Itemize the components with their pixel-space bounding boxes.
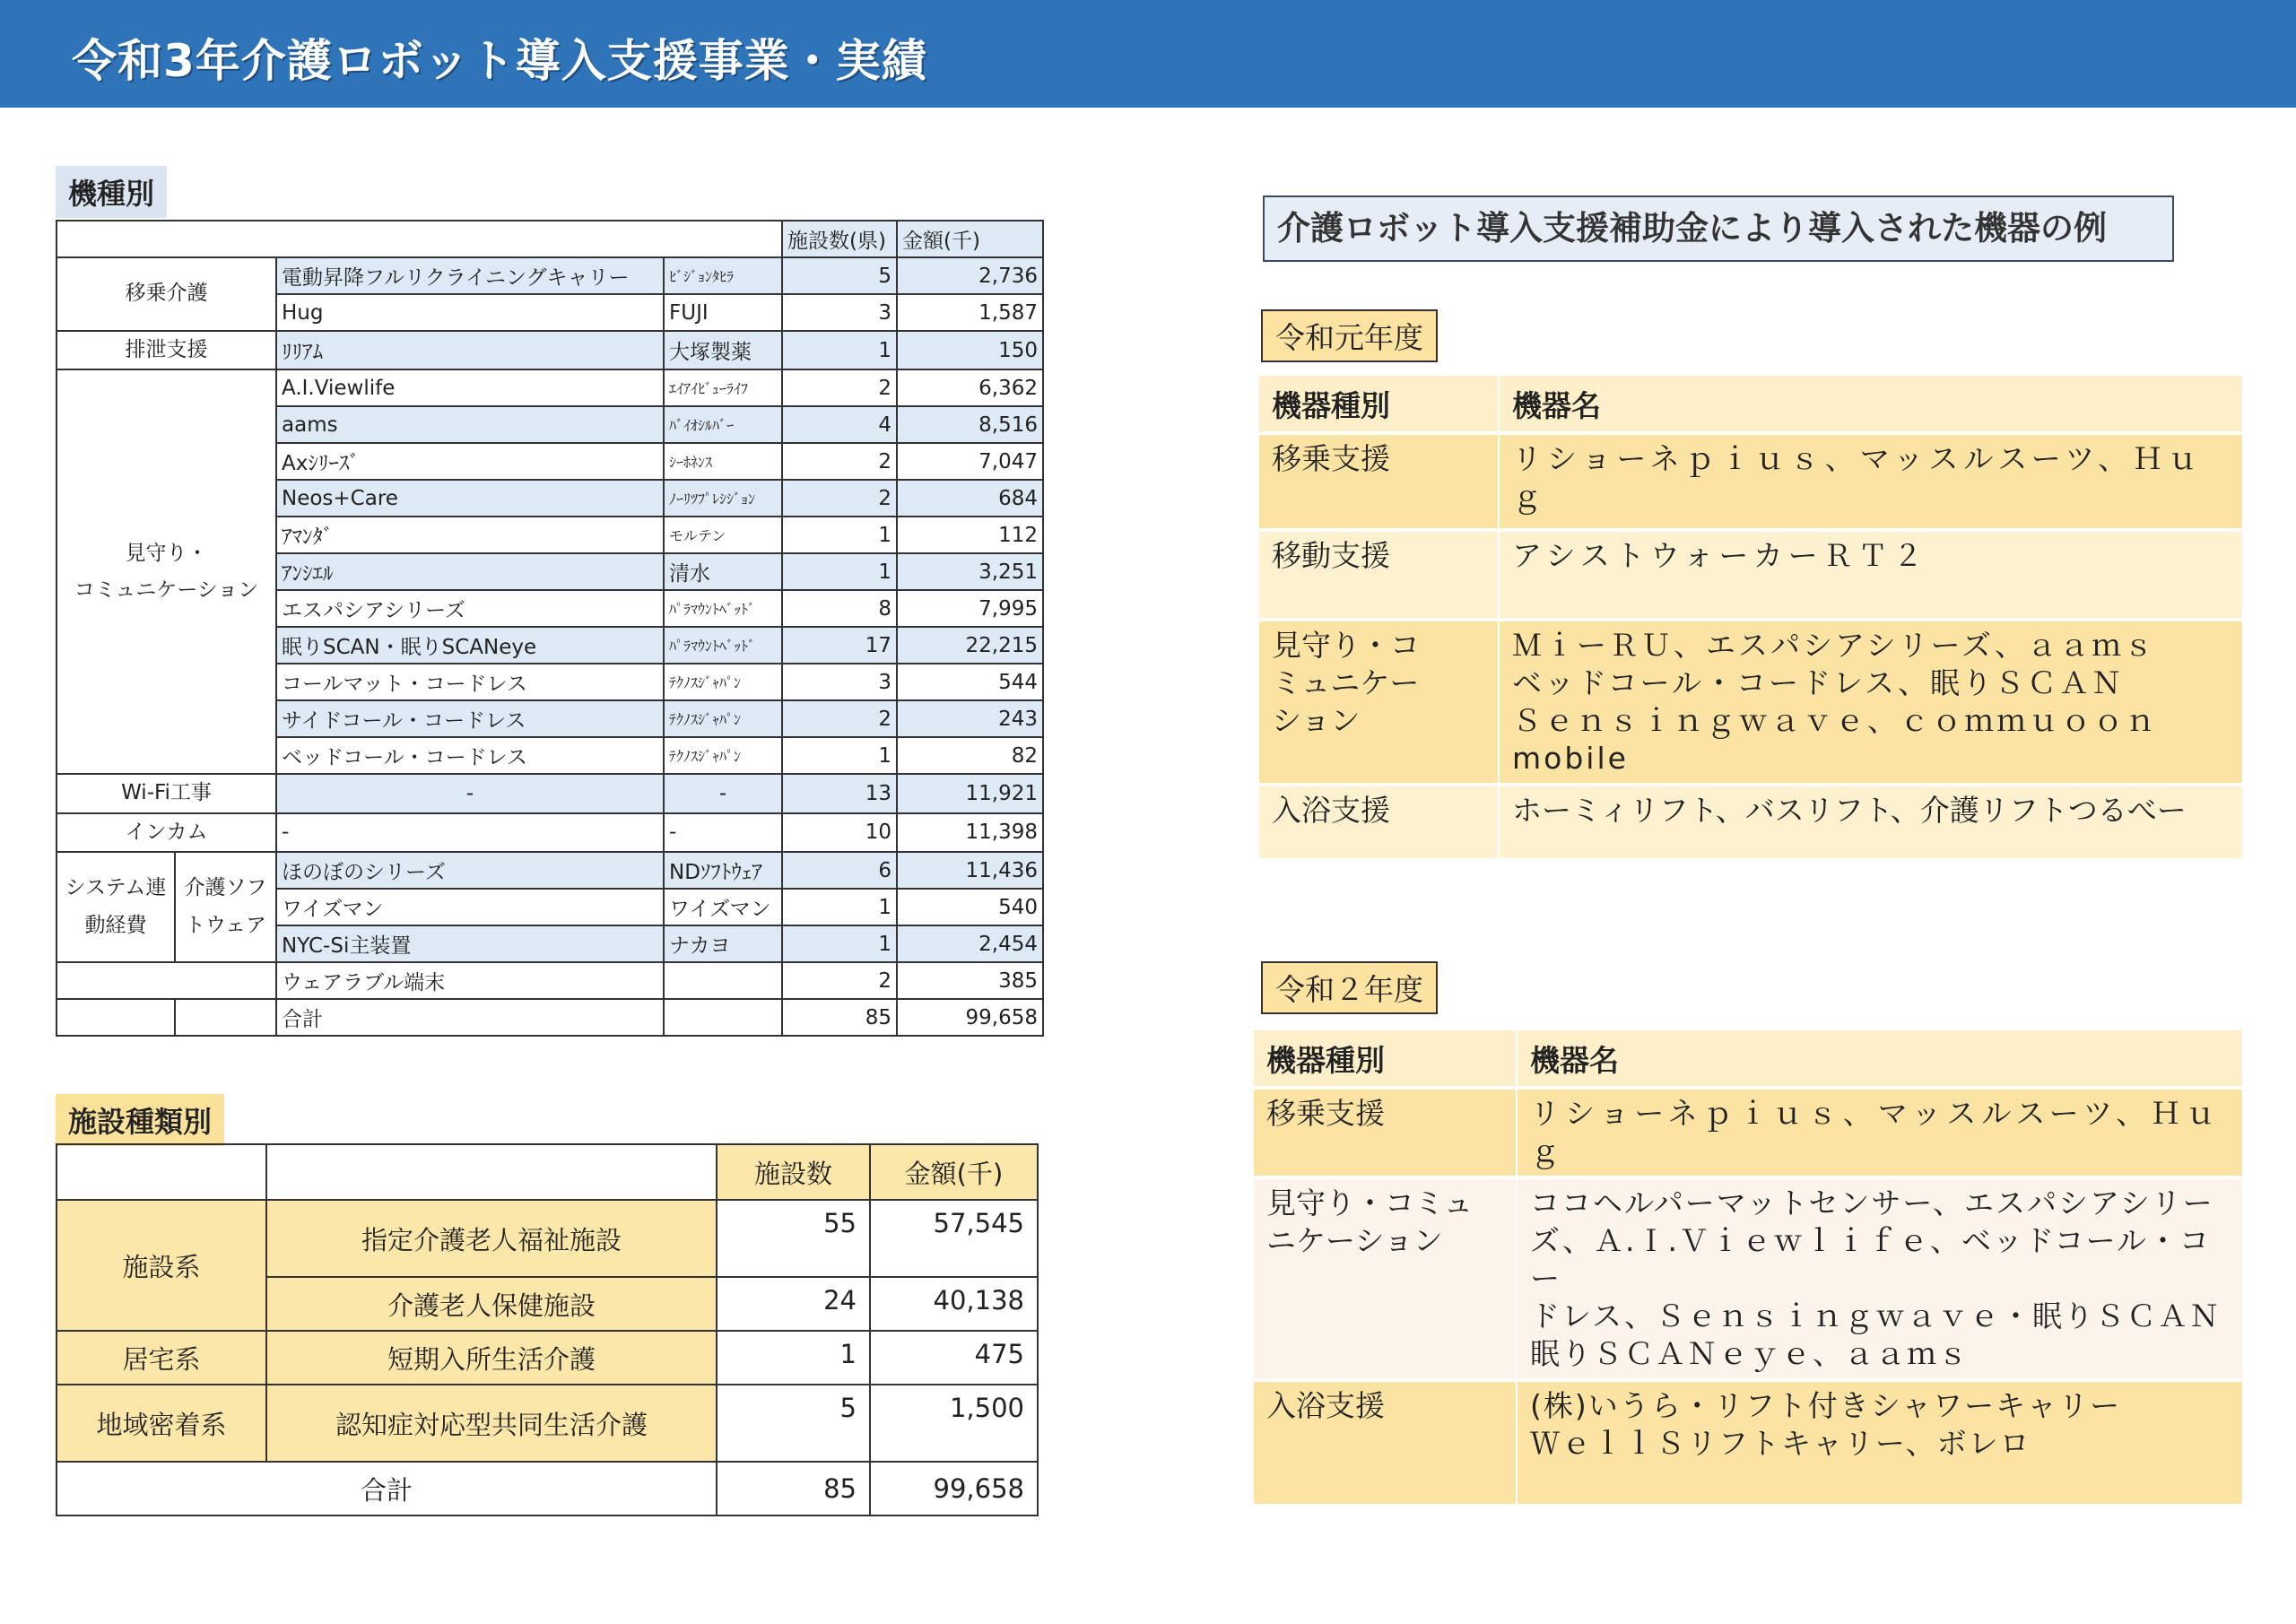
col-header-name: 機器名 xyxy=(1512,387,1601,423)
amount: 11,436 xyxy=(897,852,1043,889)
total-amount: 99,658 xyxy=(897,999,1043,1036)
amount: 22,215 xyxy=(897,627,1043,664)
facility-count: 3 xyxy=(782,294,897,331)
device-name: ほのぼのシリーズ xyxy=(276,852,664,889)
empty-cell xyxy=(266,1144,717,1200)
maker-name: ﾋﾞｼﾞｮﾝﾀﾋﾗ xyxy=(664,257,782,294)
amount: 243 xyxy=(897,700,1043,737)
facility-count: 13 xyxy=(782,774,897,812)
amount: 11,398 xyxy=(897,813,1043,852)
col-header-amount: 金額(千) xyxy=(897,221,1043,257)
facility-count: 2 xyxy=(782,700,897,737)
kishu-table xyxy=(56,220,1044,1037)
category-mimamori: 見守り・ コミュニケーション xyxy=(57,369,276,774)
device-type: 移乗支援 xyxy=(1259,435,1500,528)
facility-count: 1 xyxy=(782,737,897,774)
maker-name: モルテン xyxy=(664,517,782,553)
device-name: - xyxy=(276,813,664,852)
table-row xyxy=(57,331,1043,369)
facility-name: 指定介護老人福祉施設 xyxy=(266,1200,717,1277)
maker-name: ワイズマン xyxy=(664,889,782,925)
maker-name: NDｿﾌﾄｳｪｱ xyxy=(664,852,782,889)
section-label-kishu: 機種別 xyxy=(56,166,167,218)
facility-amount: 1,500 xyxy=(870,1385,1038,1462)
year-tag-r2: 令和２年度 xyxy=(1261,961,1438,1014)
device-type: 入浴支援 xyxy=(1254,1382,1518,1504)
facility-count: 1 xyxy=(782,553,897,590)
col-header-count: 施設数 xyxy=(717,1144,870,1200)
facility-count: 17 xyxy=(782,627,897,664)
section-label-shisetsu: 施設種類別 xyxy=(56,1094,224,1146)
total-amount: 99,658 xyxy=(870,1462,1038,1515)
total-label: 合計 xyxy=(276,999,664,1036)
devices-table-r1 xyxy=(1259,372,2242,862)
amount: 112 xyxy=(897,517,1043,553)
shisetsu-table xyxy=(56,1143,1039,1516)
device-name: Axｼﾘｰｽﾞ xyxy=(276,443,664,480)
empty-cell xyxy=(664,999,782,1036)
facility-count: 1 xyxy=(782,925,897,962)
device-name: NYC-Si主装置 xyxy=(276,925,664,962)
device-name: 電動昇降フルリクライニングキャリー xyxy=(276,257,664,294)
amount: 7,047 xyxy=(897,443,1043,480)
amount: 385 xyxy=(897,962,1043,999)
col-header-name: 機器名 xyxy=(1530,1042,1619,1078)
col-header-count: 施設数(県) xyxy=(782,221,897,257)
device-name: ｱﾝｼｴﾙ xyxy=(276,553,664,590)
amount: 150 xyxy=(897,331,1043,369)
maker-name: ﾃｸﾉｽｼﾞｬﾊﾟﾝ xyxy=(664,737,782,774)
empty-cell xyxy=(57,962,276,999)
amount: 3,251 xyxy=(897,553,1043,590)
maker-name: ﾊﾟﾗﾏｳﾝﾄﾍﾞｯﾄﾞ xyxy=(664,590,782,627)
col-header-type: 機器種別 xyxy=(1259,376,1500,431)
col-header-type: 機器種別 xyxy=(1254,1030,1518,1086)
facility-count: 24 xyxy=(717,1277,870,1331)
device-type: 移乗支援 xyxy=(1254,1090,1518,1176)
amount: 544 xyxy=(897,664,1043,700)
device-name: エスパシアシリーズ xyxy=(276,590,664,627)
maker-name: ｴｲｱｲﾋﾞｭｰﾗｲﾌ xyxy=(664,369,782,406)
empty-header-cell xyxy=(57,221,782,257)
category-wifi: Wi-Fi工事 xyxy=(57,774,276,812)
facility-count: 2 xyxy=(782,443,897,480)
empty-cell xyxy=(175,999,276,1036)
category-haisetsu: 排泄支援 xyxy=(57,331,276,369)
group-shisetsu: 施設系 xyxy=(57,1200,266,1331)
maker-name: FUJI xyxy=(664,294,782,331)
device-name: Hug xyxy=(276,294,664,331)
table-row xyxy=(57,774,1043,812)
maker-name: - xyxy=(664,774,782,812)
maker-name: - xyxy=(664,813,782,852)
device-name: ウェアラブル端末 xyxy=(276,962,664,999)
table-row xyxy=(57,962,1043,999)
facility-name: 短期入所生活介護 xyxy=(266,1331,717,1385)
device-name: ベッドコール・コードレス xyxy=(276,737,664,774)
empty-cell xyxy=(57,999,175,1036)
device-names: アシストウォーカーＲＴ２ xyxy=(1512,538,1928,573)
facility-count: 10 xyxy=(782,813,897,852)
facility-count: 5 xyxy=(782,257,897,294)
device-type: 移動支援 xyxy=(1259,532,1500,618)
empty-cell xyxy=(57,1144,266,1200)
facility-count: 4 xyxy=(782,406,897,443)
group-kyotaku: 居宅系 xyxy=(57,1331,266,1385)
facility-count: 2 xyxy=(782,369,897,406)
maker-name: ﾉｰﾘﾂﾌﾟﾚｼｼﾞｮﾝ xyxy=(664,480,782,517)
category-kaigo-soft: 介護ソフ トウェア xyxy=(175,852,276,962)
facility-count: 8 xyxy=(782,590,897,627)
maker-name xyxy=(664,962,782,999)
table-row xyxy=(57,813,1043,852)
facility-count: 2 xyxy=(782,480,897,517)
facility-count: 55 xyxy=(717,1200,870,1277)
facility-amount: 57,545 xyxy=(870,1200,1038,1277)
amount: 2,736 xyxy=(897,257,1043,294)
device-names: (株)いうら・リフト付きシャワーキャリー ＷｅｌｌＳリフトキャリー、ボレロ xyxy=(1530,1388,2122,1461)
page-title: 令和3年介護ロボット導入支援事業・実績 xyxy=(72,35,927,87)
amount: 1,587 xyxy=(897,294,1043,331)
group-chiiki: 地域密着系 xyxy=(57,1385,266,1462)
total-count: 85 xyxy=(717,1462,870,1515)
facility-count: 1 xyxy=(717,1331,870,1385)
table-row xyxy=(57,257,1043,294)
device-name: ｱﾏﾝﾀﾞ xyxy=(276,517,664,553)
device-type: 見守り・コミュ ニケーション xyxy=(1254,1179,1518,1378)
amount: 82 xyxy=(897,737,1043,774)
header-banner xyxy=(0,0,2296,108)
total-count: 85 xyxy=(782,999,897,1036)
year-tag-r1: 令和元年度 xyxy=(1261,309,1438,362)
total-label: 合計 xyxy=(57,1462,717,1515)
table-row xyxy=(57,852,1043,889)
col-header-amount: 金額(千) xyxy=(870,1144,1038,1200)
device-type: 入浴支援 xyxy=(1259,786,1500,858)
device-name: コールマット・コードレス xyxy=(276,664,664,700)
facility-name: 認知症対応型共同生活介護 xyxy=(266,1385,717,1462)
facility-count: 3 xyxy=(782,664,897,700)
amount: 7,995 xyxy=(897,590,1043,627)
devices-table-r2 xyxy=(1254,1027,2242,1507)
device-name: サイドコール・コードレス xyxy=(276,700,664,737)
amount: 2,454 xyxy=(897,925,1043,962)
category-incam: インカム xyxy=(57,813,276,852)
amount: 6,362 xyxy=(897,369,1043,406)
device-names: リショーネｐｉｕｓ、マッスルスーツ、Ｈｕｇ xyxy=(1530,1096,2222,1168)
device-names: ＭｉーＲＵ、エスパシアシリーズ、ａａｍｓ ベッドコール・コードレス、眠りＳＣＡＮ Ｓｅｎｓｉｎｇｗａｖｅ、ｃｏｍｍｕｏｏｎmobile xyxy=(1512,628,2158,776)
device-name: 眠りSCAN・眠りSCANeye xyxy=(276,627,664,664)
maker-name: ﾃｸﾉｽｼﾞｬﾊﾟﾝ xyxy=(664,700,782,737)
maker-name: ﾃｸﾉｽｼﾞｬﾊﾟﾝ xyxy=(664,664,782,700)
facility-amount: 40,138 xyxy=(870,1277,1038,1331)
maker-name: ｼｰﾎﾈﾝｽ xyxy=(664,443,782,480)
examples-title: 介護ロボット導入支援補助金により導入された機器の例 xyxy=(1263,195,2174,262)
facility-count: 1 xyxy=(782,889,897,925)
device-names: リショーネｐｉｕｓ、マッスルスーツ、Ｈｕｇ xyxy=(1512,441,2204,514)
amount: 8,516 xyxy=(897,406,1043,443)
device-name: A.I.Viewlife xyxy=(276,369,664,406)
device-name: - xyxy=(276,774,664,812)
facility-count: 2 xyxy=(782,962,897,999)
amount: 684 xyxy=(897,480,1043,517)
device-name: Neos+Care xyxy=(276,480,664,517)
maker-name: ﾊﾞｲｵｼﾙﾊﾞｰ xyxy=(664,406,782,443)
facility-amount: 475 xyxy=(870,1331,1038,1385)
category-system: システム連 動経費 xyxy=(57,852,175,962)
category-ijo: 移乗介護 xyxy=(57,257,276,331)
amount: 11,921 xyxy=(897,774,1043,812)
device-names: ココヘルパーマットセンサー、エスパシアシリー ズ、Ａ.Ｉ.Ｖｉｅｗｌｉｆｅ、ベッドコール・コー ドレス、Ｓｅｎｓｉｎｇｗａｖｅ・眠りＳＣＡＮ 眠りＳＣＡＮｅｙｅ、ａａｍｓ xyxy=(1530,1185,2221,1371)
device-name: ﾘﾘｱﾑ xyxy=(276,331,664,369)
facility-count: 1 xyxy=(782,517,897,553)
maker-name: ナカヨ xyxy=(664,925,782,962)
maker-name: ﾊﾟﾗﾏｳﾝﾄﾍﾞｯﾄﾞ xyxy=(664,627,782,664)
maker-name: 清水 xyxy=(664,553,782,590)
facility-count: 5 xyxy=(717,1385,870,1462)
table-row xyxy=(57,369,1043,406)
amount: 540 xyxy=(897,889,1043,925)
device-type: 見守り・コ ミュニケー ション xyxy=(1259,621,1500,783)
device-name: aams xyxy=(276,406,664,443)
facility-count: 1 xyxy=(782,331,897,369)
facility-name: 介護老人保健施設 xyxy=(266,1277,717,1331)
facility-count: 6 xyxy=(782,852,897,889)
device-names: ホーミィリフト、バスリフト、介護リフトつるべー xyxy=(1512,793,2187,828)
device-name: ワイズマン xyxy=(276,889,664,925)
maker-name: 大塚製薬 xyxy=(664,331,782,369)
